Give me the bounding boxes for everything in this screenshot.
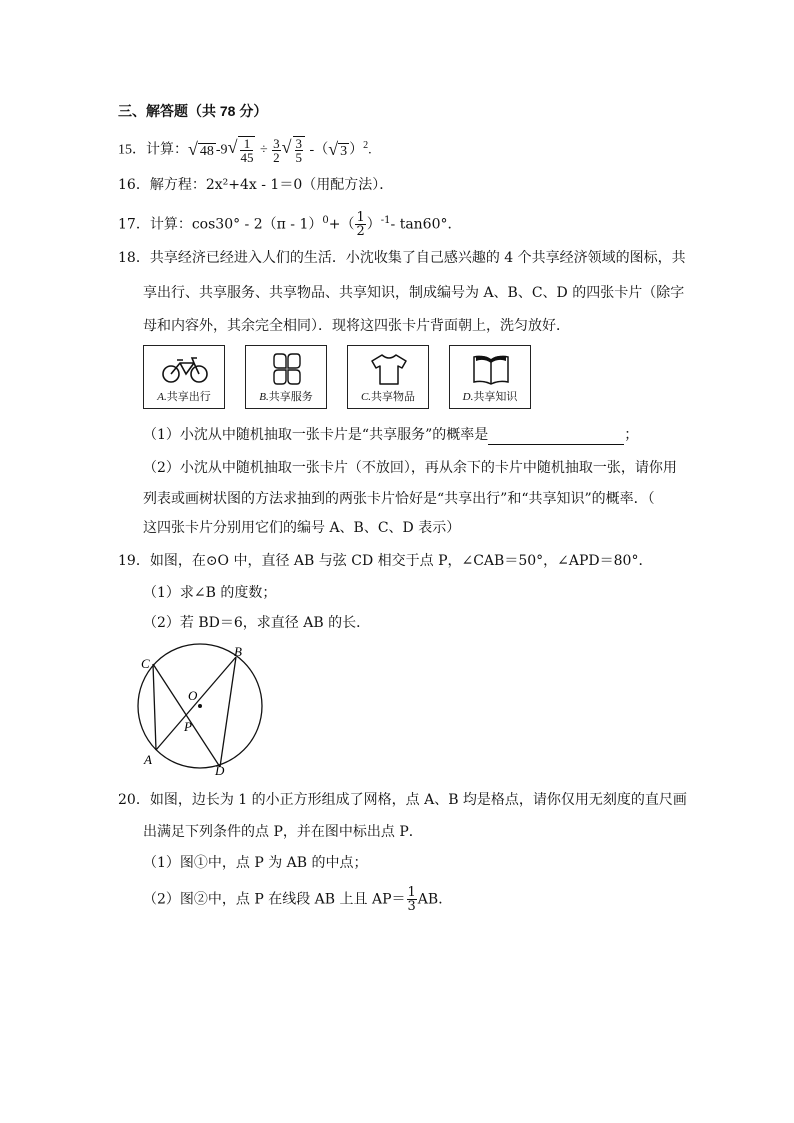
q15-end: . (368, 142, 372, 158)
q17-close: ） (366, 216, 381, 233)
q15-number: 15． (118, 142, 146, 158)
q19-text: 如图，在⊙O 中，直径 AB 与弦 CD 相交于点 P，∠CAB＝50°，∠APD＝80°． (149, 553, 653, 569)
q19-part-2: （2）若 BD＝6，求直径 AB 的长． (143, 615, 371, 631)
q17-text: 计算：cos30° - 2（π - 1） (149, 216, 323, 233)
question-17 (118, 211, 462, 238)
section-title: 三、解答题（共 78 分） (118, 103, 268, 119)
q18-line-2: 享出行、共享服务、共享物品、共享知识，制成编号为 A、B、C、D 的四张卡片（除字 (143, 285, 685, 301)
q15-term: ） (349, 142, 364, 158)
card-a-label: A.共享出行 (157, 391, 211, 403)
q19-part-1: （1）求∠B 的度数； (143, 585, 277, 601)
q20-part-2-text: （2）图②中，点 P 在线段 AB 上且 AP＝ (143, 891, 406, 908)
question-15 (118, 136, 372, 164)
tshirt-icon (348, 352, 430, 386)
circle-diagram (130, 642, 275, 777)
card-b-label: B.共享服务 (259, 391, 313, 403)
q18-line-3: 母和内容外，其余完全相同）．现将这四张卡片背面朝上，洗匀放好． (143, 318, 570, 334)
center-point (198, 704, 202, 708)
card-a (143, 345, 225, 409)
bicycle-icon (144, 352, 226, 386)
q15-exponent: 2 (363, 140, 369, 151)
answer-blank[interactable] (488, 430, 624, 445)
label-b: B (234, 644, 242, 659)
card-d (449, 345, 531, 409)
chord-ca (153, 664, 156, 750)
label-p: P (184, 719, 192, 734)
q18-part-2-line-2: 列表或画树状图的方法求抽到的两张卡片恰好是“共享出行”和“共享知识”的概率．（ (143, 491, 655, 507)
q18-part-1 (143, 425, 638, 445)
card-d-label: D.共享知识 (462, 391, 518, 403)
q20-part-2 (143, 886, 452, 913)
q17-plus: +（ (328, 216, 355, 233)
q20-number: 20． (118, 792, 150, 808)
label-c: C (141, 656, 150, 671)
sqrt-3: √ 3 (328, 138, 348, 159)
q18-number: 18． (118, 250, 150, 266)
q20-part-2-end: AB． (417, 891, 453, 908)
card-c (347, 345, 429, 409)
sqrt-frac-3-5: √ $\frac{3}{5}$ (282, 136, 306, 164)
frac-1-2: $\frac{1}{2}$ (356, 210, 365, 240)
q16-text: 解方程：2x²+4x - 1＝0（用配方法）． (149, 177, 394, 193)
question-18 (118, 248, 686, 268)
q18-part-1-end: ； (624, 427, 639, 443)
label-d: D (215, 763, 225, 777)
book-icon (450, 352, 532, 386)
card-b (245, 345, 327, 409)
sqrt-48: √ 48 (188, 138, 214, 159)
q15-term: -9 (215, 142, 228, 158)
q17-exponent-zero: 0 (322, 215, 329, 226)
q20-line-1: 如图，边长为 1 的小正方形组成了网格，点 A、B 均是格点，请你仅用无刻度的直尺画 (149, 792, 687, 808)
q17-exponent-neg: -1 (380, 215, 391, 226)
label-a: A (144, 752, 152, 767)
label-o: O (188, 688, 198, 703)
sqrt-frac-1-45: √ $\frac{1}{45}$ (227, 136, 254, 166)
q19-number: 19． (118, 553, 150, 569)
frac-1-3: $\frac{1}{3}$ (407, 885, 416, 914)
q18-part-2-line-1: （2）小沈从中随机抽取一张卡片（不放回），再从余下的卡片中随机抽取一张，请你用 (143, 460, 677, 476)
q16-number: 16． (118, 177, 150, 193)
question-19 (118, 551, 652, 571)
clover-icon (246, 352, 328, 386)
question-20 (118, 790, 687, 810)
q18-part-1-text: （1）小沈从中随机抽取一张卡片是“共享服务”的概率是 (143, 427, 489, 443)
frac-3-2: $\frac{3}{2}$ (273, 135, 280, 165)
q20-part-1: （1）图①中，点 P 为 AB 的中点； (143, 855, 368, 871)
q15-term: -（ (309, 142, 329, 158)
q20-line-2: 出满足下列条件的点 P，并在图中标出点 P． (143, 824, 423, 840)
q17-end: - tan60°． (390, 216, 462, 233)
q18-part-2-line-3: 这四张卡片分别用它们的编号 A、B、C、D 表示） (143, 520, 461, 536)
card-c-label: C.共享物品 (360, 391, 416, 403)
q15-prefix: 计算： (146, 142, 188, 158)
q17-number: 17． (118, 216, 150, 233)
divide-sign: ÷ (259, 142, 268, 158)
question-16 (118, 175, 393, 195)
q18-line-1: 共享经济已经进入人们的生活．小沈收集了自己感兴趣的 4 个共享经济领域的图标，共 (149, 250, 686, 266)
